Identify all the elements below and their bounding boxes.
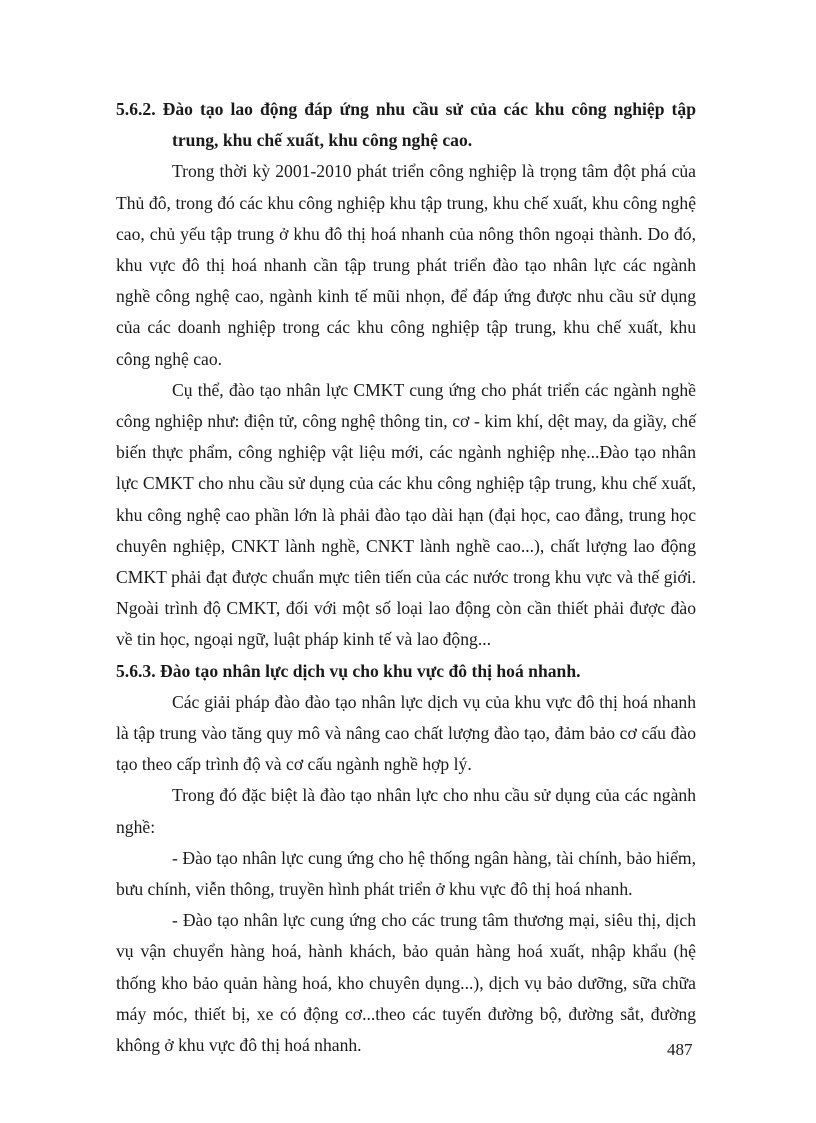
list-item: - Đào tạo nhân lực cung ứng cho các trung tâm thương mại, siêu thị, dịch vụ vận chuyển hàng hoá, hành khách, bảo quản hàng hoá xuất, nhập khẩu (hệ thống kho bảo quản hàng hoá, kho chuyên dụng...), dịch vụ bảo dưỡng, sữa chữa máy móc, thiết bị, xe có động cơ...theo các tuyến đường bộ, đường sắt, đường không ở khu vực đô thị hoá nhanh.	[116, 910, 696, 1056]
section-heading-5-6-2: 5.6.2. Đào tạo lao động đáp ứng nhu cầu sử của các khu công nghiệp tập trung, khu chế xuất, khu công nghệ cao.	[116, 99, 696, 151]
paragraph: Các giải pháp đào đào tạo nhân lực dịch vụ của khu vực đô thị hoá nhanh là tập trung vào tăng quy mô và nâng cao chất lượng đào tạo, đảm bảo cơ cấu đào tạo theo cấp trình độ và cơ cấu ngành nghề hợp lý.	[116, 691, 696, 775]
page-content	[116, 94, 696, 1061]
page-number: 487	[667, 1040, 693, 1059]
list-item: - Đào tạo nhân lực cung ứng cho hệ thống ngân hàng, tài chính, bảo hiểm, bưu chính, viễn thông, truyền hình phát triển ở khu vực đô thị hoá nhanh.	[116, 847, 696, 900]
section-heading-5-6-3: 5.6.3. Đào tạo nhân lực dịch vụ cho khu vực đô thị hoá nhanh.	[116, 660, 581, 681]
paragraph: Trong đó đặc biệt là đào tạo nhân lực cho nhu cầu sử dụng của các ngành nghề:	[116, 785, 696, 837]
paragraph: Cụ thể, đào tạo nhân lực CMKT cung ứng cho phát triển các ngành nghề công nghiệp như: điện tử, công nghệ thông tin, cơ - kim khí, dệt may, da giầy, chế biến thực phẩm, công nghiệp vật liệu mới, các ngành nghiệp nhẹ...Đào tạo nhân lực CMKT cho nhu cầu sử dụng của các khu công nghiệp tập trung, khu chế xuất, khu công nghệ cao phần lớn là phải đào tạo dài hạn (đại học, cao đẳng, trung học chuyên nghiệp, CNKT lành nghề, CNKT lành nghề cao...), chất lượng lao động CMKT phải đạt được chuẩn mực tiên tiến của các nước trong khu vực và thế giới. Ngoài trình độ CMKT, đối với một số loại lao động còn cần thiết phải được đào về tin học, ngoại ngữ, luật pháp kinh tế và lao động...	[116, 379, 696, 650]
paragraph: Trong thời kỳ 2001-2010 phát triển công nghiệp là trọng tâm đột phá của Thủ đô, trong đó các khu công nghiệp khu tập trung, khu chế xuất, khu công nghệ cao, chủ yếu tập trung ở khu đô thị hoá nhanh của nông thôn ngoại thành. Do đó, khu vực đô thị hoá nhanh cần tập trung phát triển đào tạo nhân lực các ngành nghề công nghệ cao, ngành kinh tế mũi nhọn, để đáp ứng được nhu cầu sử dụng của các doanh nghiệp trong các khu công nghiệp tập trung, khu chế xuất, khu công nghệ cao.	[116, 161, 696, 369]
